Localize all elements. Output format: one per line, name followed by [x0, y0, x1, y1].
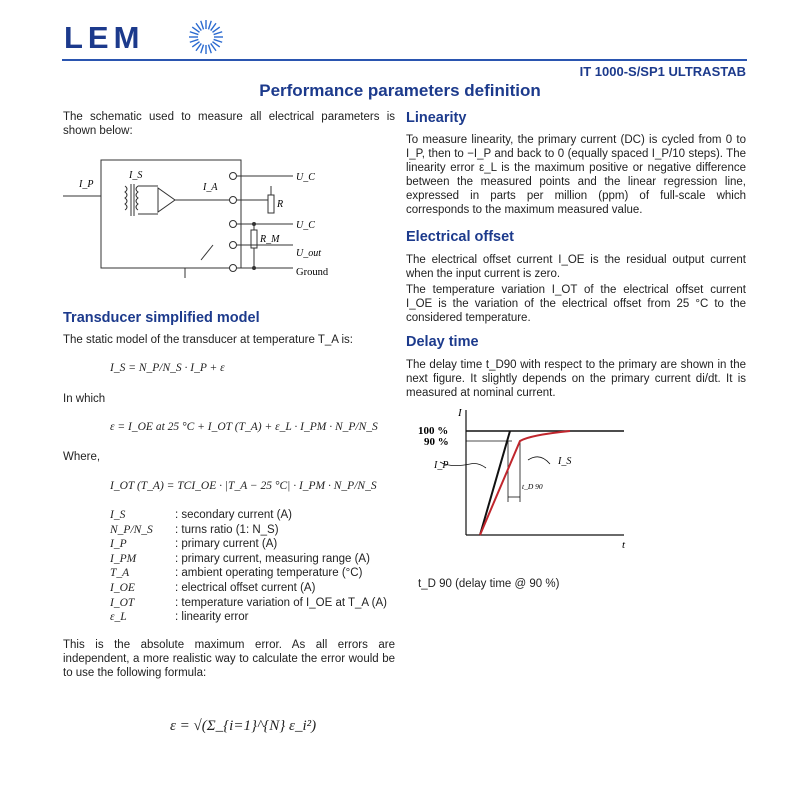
- logo-text: LEM: [64, 20, 145, 55]
- offset-text-2: The temperature variation I_OT of the electrical offset current I_OE is the variation of the electrical offset from 25 °C to the considered temperature.: [406, 284, 746, 324]
- rms-error-formula: [170, 700, 317, 756]
- in-which-text: In which: [63, 393, 106, 405]
- symbol-name: I_P: [110, 538, 127, 551]
- schematic-label-rm: R_M: [260, 234, 280, 245]
- rms-error-formula-text: ε = √(Σ_{i=1}^{N} ε_i²): [170, 718, 317, 734]
- symbol-name: I_S: [110, 509, 126, 521]
- graph-label-90: 90 %: [424, 436, 449, 448]
- equation-3: I_OT (T_A) = TCI_OE · |T_A − 25 °C| · I_PM · N_P/N_S: [110, 480, 377, 492]
- symbol-description: : secondary current (A): [175, 509, 292, 521]
- delay-text: The delay time t_D90 with respect to the primary are shown in the next figure. It slightly depends on the primary current di/dt. It is measured at nominal current.: [406, 359, 746, 399]
- intro-text: The schematic used to measure all electrical parameters is shown below:: [63, 111, 395, 137]
- product-name: IT 1000-S/SP1 ULTRASTAB: [579, 64, 746, 79]
- is-pointer: [528, 457, 550, 464]
- schematic-label-ia: I_A: [203, 182, 218, 193]
- header-rule: [62, 59, 747, 61]
- symbol-description: : electrical offset current (A): [175, 582, 316, 594]
- offset-heading: Electrical offset: [406, 229, 514, 245]
- schematic-label-is: I_S: [129, 170, 143, 181]
- sunburst-logo-icon: [186, 17, 226, 57]
- offset-text-1: The electrical offset current I_OE is the residual output current when the input current is zero.: [406, 254, 746, 280]
- graph-label-100: 100 %: [418, 425, 449, 437]
- graph-x-label: t: [622, 539, 626, 551]
- where-text: Where,: [63, 451, 101, 463]
- equation-1: I_S = N_P/N_S · I_P + ε: [110, 362, 225, 374]
- symbol-description: : ambient operating temperature (°C): [175, 567, 363, 580]
- symbol-name: N_P/N_S: [110, 523, 153, 536]
- symbol-name: I_OT: [110, 596, 135, 609]
- graph-label-is: I_S: [558, 456, 572, 467]
- symbol-description: : primary current (A): [175, 538, 278, 551]
- symbol-name: T_A: [110, 567, 130, 580]
- schematic-label-uplus: U_C: [296, 172, 315, 183]
- equation-2: ε = I_OE at 25 °C + I_OT (T_A) + ε_L · I_PM · N_P/N_S: [110, 421, 378, 433]
- symbol-description: : temperature variation of I_OE at T_A (A): [175, 596, 387, 609]
- model-intro: The static model of the transducer at temperature T_A is:: [63, 334, 353, 346]
- schematic-label-r: R: [277, 199, 284, 210]
- schematic-label-uout: U_out: [296, 248, 321, 259]
- delay-heading: Delay time: [406, 334, 479, 350]
- symbol-description: : linearity error: [175, 611, 249, 624]
- measurement-schematic: [63, 150, 363, 285]
- symbol-name: I_OE: [110, 582, 135, 594]
- page-title: Performance parameters definition: [259, 81, 541, 100]
- model-heading: Transducer simplified model: [63, 310, 260, 326]
- symbol-name: I_PM: [110, 552, 137, 565]
- schematic-label-ip: I_P: [79, 179, 94, 190]
- schematic-label-uminus: U_C: [296, 220, 315, 231]
- linearity-text: To measure linearity, the primary current (DC) is cycled from 0 to I_P, then to −I_P and back to 0 (equally spaced I_P/10 steps). The linearity error ε_L is the maximum positive or negative difference between the measured points and the linear regression line, expressed in parts per million (ppm) of full-scale which corresponds to the maximum measured value.: [406, 134, 746, 216]
- closing-text: This is the absolute maximum error. As all errors are independent, a more realistic way to calculate the error would be to use the following formula:: [63, 639, 395, 679]
- symbol-description: : turns ratio (1: N_S): [175, 523, 279, 536]
- graph-caption: t_D 90 (delay time @ 90 %): [418, 578, 560, 590]
- graph-label-td: t_D 90: [522, 482, 543, 491]
- symbol-description: : primary current, measuring range (A): [175, 552, 370, 565]
- schematic-label-ground: Ground: [296, 267, 329, 278]
- graph-label-ip: I_P: [434, 460, 449, 471]
- delay-time-graph: [410, 402, 640, 552]
- graph-y-label: I: [458, 407, 462, 419]
- ip-curve: [480, 431, 510, 535]
- linearity-heading: Linearity: [406, 110, 467, 126]
- symbol-name: ε_L: [110, 611, 127, 624]
